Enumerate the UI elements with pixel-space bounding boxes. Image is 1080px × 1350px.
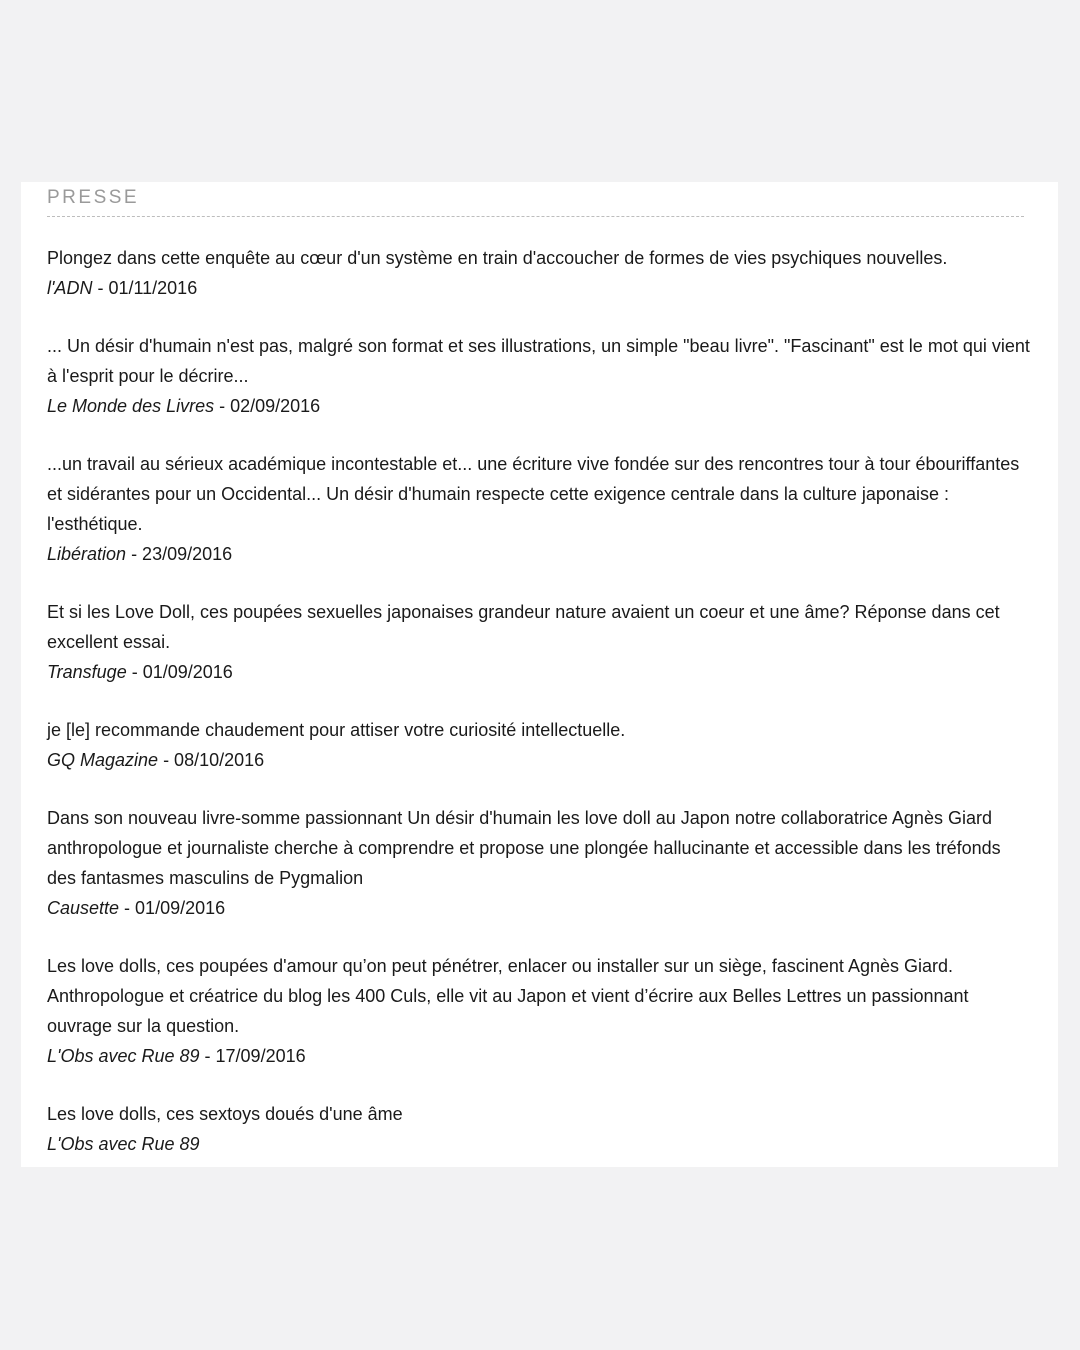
review-quote: ...un travail au sérieux académique incontestable et... une écriture vive fondée sur des rencontres tour à tour ébouriffantes et sidérantes pour un Occidental... Un désir d'humain respecte cette exigence centrale dans la culture japonaise : l'esthétique. [47, 454, 1020, 534]
press-review [47, 243, 1032, 303]
press-review [47, 803, 1032, 923]
review-citation [47, 657, 1032, 687]
section-title: PRESSE [47, 187, 140, 208]
review-date: - 01/09/2016 [119, 898, 226, 918]
review-citation [47, 1129, 1032, 1159]
press-review [47, 597, 1032, 687]
review-date: - 23/09/2016 [126, 544, 233, 564]
review-date: - 01/09/2016 [126, 662, 233, 682]
press-review [47, 449, 1032, 569]
review-quote: Plongez dans cette enquête au cœur d'un système en train d'accoucher de formes de vies psychiques nouvelles. [47, 248, 948, 268]
review-source: L'Obs avec Rue 89 [47, 1046, 200, 1066]
press-review [47, 715, 1032, 775]
review-date: - 01/11/2016 [92, 278, 198, 298]
review-date: - 02/09/2016 [214, 396, 321, 416]
review-quote: Et si les Love Doll, ces poupées sexuelles japonaises grandeur nature avaient un coeur et une âme? Réponse dans cet excellent essai. [47, 602, 1000, 652]
review-date: - 08/10/2016 [158, 750, 265, 770]
review-citation [47, 539, 1032, 569]
review-source: Le Monde des Livres [47, 396, 215, 416]
review-citation [47, 391, 1032, 421]
review-quote: ... Un désir d'humain n'est pas, malgré son format et ses illustrations, un simple "beau livre". "Fascinant" est le mot qui vient à l'esprit pour le décrire... [47, 336, 1030, 386]
review-date: - 17/09/2016 [199, 1046, 306, 1066]
review-citation [47, 893, 1032, 923]
press-review [47, 1099, 1032, 1159]
review-quote: Les love dolls, ces poupées d'amour qu’on peut pénétrer, enlacer ou installer sur un siège, fascinent Agnès Giard. Anthropologue et créatrice du blog les 400 Culs, elle vit au Japon et vient d’écrire aux Belles Lettres un passionnant ouvrage sur la question. [47, 956, 969, 1036]
press-panel [21, 182, 1058, 1167]
review-quote: Les love dolls, ces sextoys doués d'une âme [47, 1104, 403, 1124]
review-source: l'ADN [47, 278, 93, 298]
review-source: Transfuge [47, 662, 127, 682]
review-quote: je [le] recommande chaudement pour attiser votre curiosité intellectuelle. [47, 720, 626, 740]
press-review-list [47, 217, 1032, 1159]
review-source: Libération [47, 544, 127, 564]
review-quote: Dans son nouveau livre-somme passionnant Un désir d'humain les love doll au Japon notre collaboratrice Agnès Giard anthropologue et journaliste cherche à comprendre et propose une plongée hallucinante et accessible dans les tréfonds des fantasmes masculins de Pygmalion [47, 808, 1001, 888]
press-review [47, 951, 1032, 1071]
review-citation [47, 745, 1032, 775]
review-source: Causette [47, 898, 120, 918]
review-source: GQ Magazine [47, 750, 159, 770]
review-source: L'Obs avec Rue 89 [47, 1134, 200, 1154]
review-citation [47, 1041, 1032, 1071]
press-review [47, 331, 1032, 421]
review-citation [47, 273, 1032, 303]
